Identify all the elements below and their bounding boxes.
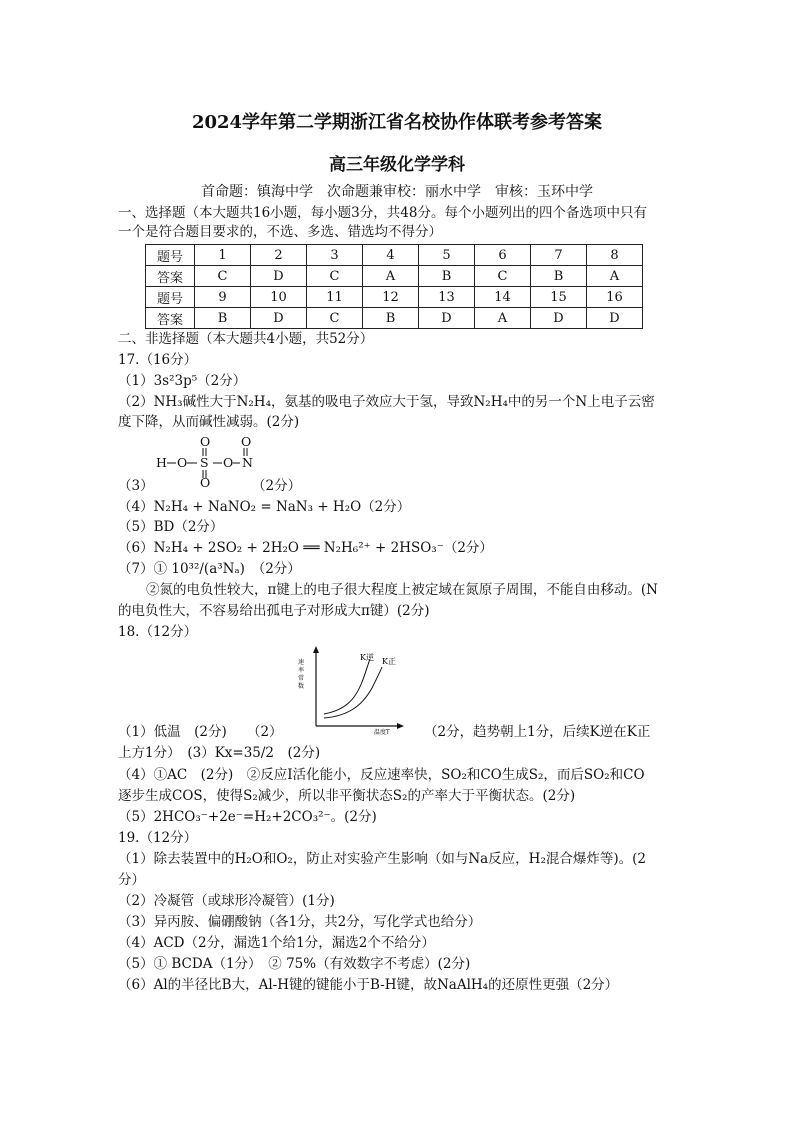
section1-line2: 一个是符合题目要求的，不选、多选、错选均不得分）: [118, 224, 442, 240]
q19-answer-2: （2）冷凝管（或球形冷凝管）(1分): [118, 893, 335, 909]
q17-answer-6: （6）N₂H₄ + 2SO₂ + 2H₂O ══ N₂H₆²⁺ + 2HSO₃⁻（2分）: [118, 540, 493, 556]
section2-heading: 二、非选择题（本大题共4小题，共52分）: [118, 331, 374, 347]
table-cell: 16: [587, 287, 643, 308]
formula-o1: O: [177, 455, 188, 470]
table-cell: 13: [419, 287, 475, 308]
table-cell: D: [251, 266, 307, 287]
table-cell: A: [363, 266, 419, 287]
table-header-cell: 答案: [146, 308, 195, 329]
table-cell: 15: [531, 287, 587, 308]
q17-answer-3-score: （2分）: [252, 478, 302, 494]
q19-answer-3: （3）异丙胺、偏硼酸钠（各1分，共2分，写化学式也给分）: [118, 914, 482, 930]
q17-answer-5: （5）BD（2分）: [118, 519, 224, 535]
rate-constant-graph: [290, 644, 408, 736]
graph-curve-k-forward: [324, 667, 382, 718]
page-subtitle: 高三年级化学学科: [329, 155, 465, 175]
table-cell: 9: [195, 287, 251, 308]
q17-answer-4: （4）N₂H₄ + NaNO₂ = NaN₃ + H₂O（2分）: [118, 499, 411, 515]
formula-s: S: [200, 455, 209, 470]
table-cell: B: [195, 308, 251, 329]
table-header-cell: 题号: [146, 245, 195, 266]
table-cell: 3: [307, 245, 363, 266]
graph-x-label: 温度T: [374, 729, 390, 736]
table-cell: 14: [475, 287, 531, 308]
table-cell: 1: [195, 245, 251, 266]
formula-o-top-s: O: [200, 434, 211, 449]
table-cell: A: [475, 308, 531, 329]
q17-answer-7-line2: ②氮的电负性较大，π键上的电子很大程度上被定域在氮原子周围，不能自由移动。(N: [146, 582, 658, 598]
table-cell: 12: [363, 287, 419, 308]
authors-line: 首命题：镇海中学 次命题兼审校：丽水中学 审核：玉环中学: [201, 184, 593, 200]
q19-answer-6: （6）Al的半径比B大，Al-H键的键能小于B-H键，故NaAlH₄的还原性更强（2分）: [118, 977, 619, 993]
q17-answer-7-line1: （7）① 10³²/(a³Nₐ) （2分）: [118, 561, 301, 577]
formula-n: N: [242, 455, 253, 470]
graph-y-label: 速率常数: [298, 659, 305, 690]
q18-answer-4-line2: 逐步生成COS，使得S₂减少，所以非平衡状态S₂的产率大于平衡状态。(2分): [118, 788, 576, 804]
table-header-cell: 答案: [146, 266, 195, 287]
q17-answer-1: （1）3s²3p⁵（2分）: [118, 373, 247, 389]
table-cell: C: [307, 308, 363, 329]
formula-o2: O: [223, 455, 234, 470]
table-cell: C: [475, 266, 531, 287]
table-cell: 2: [251, 245, 307, 266]
q17-answer-7-line3: 的电负性大，不容易给出孤电子对形成大π键）(2分): [118, 603, 430, 619]
table-cell: B: [419, 266, 475, 287]
table-cell: 7: [531, 245, 587, 266]
graph-label-k-reverse: K逆: [360, 653, 374, 662]
table-cell: 10: [251, 287, 307, 308]
q17-answer-3-number: （3）: [118, 478, 154, 494]
table-header-cell: 题号: [146, 287, 195, 308]
q17-answer-2-line1: （2）NH₃碱性大于N₂H₄，氨基的吸电子效应大于氢，导致N₂H₄中的另一个N上电子云密: [118, 394, 655, 410]
q18-answer-5: （5）2HCO₃⁻+2e⁻=H₂+2CO₃²⁻。(2分): [118, 809, 377, 825]
q19-answer-1-line1: （1）除去装置中的H₂O和O₂，防止对实验产生影响（如与Na反应，H₂混合爆炸等)。(2: [118, 851, 646, 867]
table-cell: B: [363, 308, 419, 329]
page-title: 2024学年第二学期浙江省名校协作体联考参考答案: [191, 112, 603, 133]
table-row: [146, 308, 643, 329]
table-cell: 6: [475, 245, 531, 266]
graph-curve-k-reverse: [324, 659, 370, 714]
graph-label-k-forward: K正: [382, 657, 396, 666]
q17-answer-2-line2: 度下降，从而碱性减弱。(2分): [118, 414, 300, 430]
table-cell: 11: [307, 287, 363, 308]
q18-answer-1-part-a: （1）低温 (2分) （2）: [118, 724, 283, 740]
q18-heading: 18.（12分）: [118, 624, 198, 640]
table-cell: 8: [587, 245, 643, 266]
table-cell: C: [195, 266, 251, 287]
graph-y-arrow: [313, 646, 319, 653]
table-row: [146, 245, 643, 266]
q19-answer-1-line2: 分）: [118, 872, 145, 888]
table-cell: D: [531, 308, 587, 329]
formula-h: H: [156, 455, 167, 470]
formula-o-bot-s: O: [200, 475, 211, 490]
q18-answer-4-line1: （4）①AC (2分) ②反应I活化能小，反应速率快，SO₂和CO生成S₂，而后SO₂和CO: [118, 767, 645, 783]
q19-answer-4: （4）ACD（2分，漏选1个给1分，漏选2个不给分）: [118, 935, 435, 951]
q18-answer-1-part-b: （2分，趋势朝上1分，后续K逆在K正: [424, 724, 651, 740]
table-cell: D: [251, 308, 307, 329]
graph-x-arrow: [397, 723, 404, 729]
table-cell: A: [587, 266, 643, 287]
section1-line1: 一、选择题（本大题共16小题，每小题3分，共48分。每个小题列出的四个备选项中只有: [118, 205, 647, 221]
q19-answer-5: （5）① BCDA（1分） ② 75%（有效数字不考虑）(2分): [118, 956, 471, 972]
answer-table: [145, 244, 643, 329]
q19-heading: 19.（12分）: [118, 830, 198, 846]
table-cell: D: [419, 308, 475, 329]
formula-o-top-n: O: [241, 434, 252, 449]
table-cell: 5: [419, 245, 475, 266]
table-cell: B: [531, 266, 587, 287]
table-cell: C: [307, 266, 363, 287]
table-row: [146, 287, 643, 308]
q18-answer-1-line2: 上方1分） (3）Kx=35/2 (2分): [118, 745, 321, 761]
table-cell: D: [587, 308, 643, 329]
table-row: [146, 266, 643, 287]
table-cell: 4: [363, 245, 419, 266]
q17-heading: 17.（16分）: [118, 352, 198, 368]
